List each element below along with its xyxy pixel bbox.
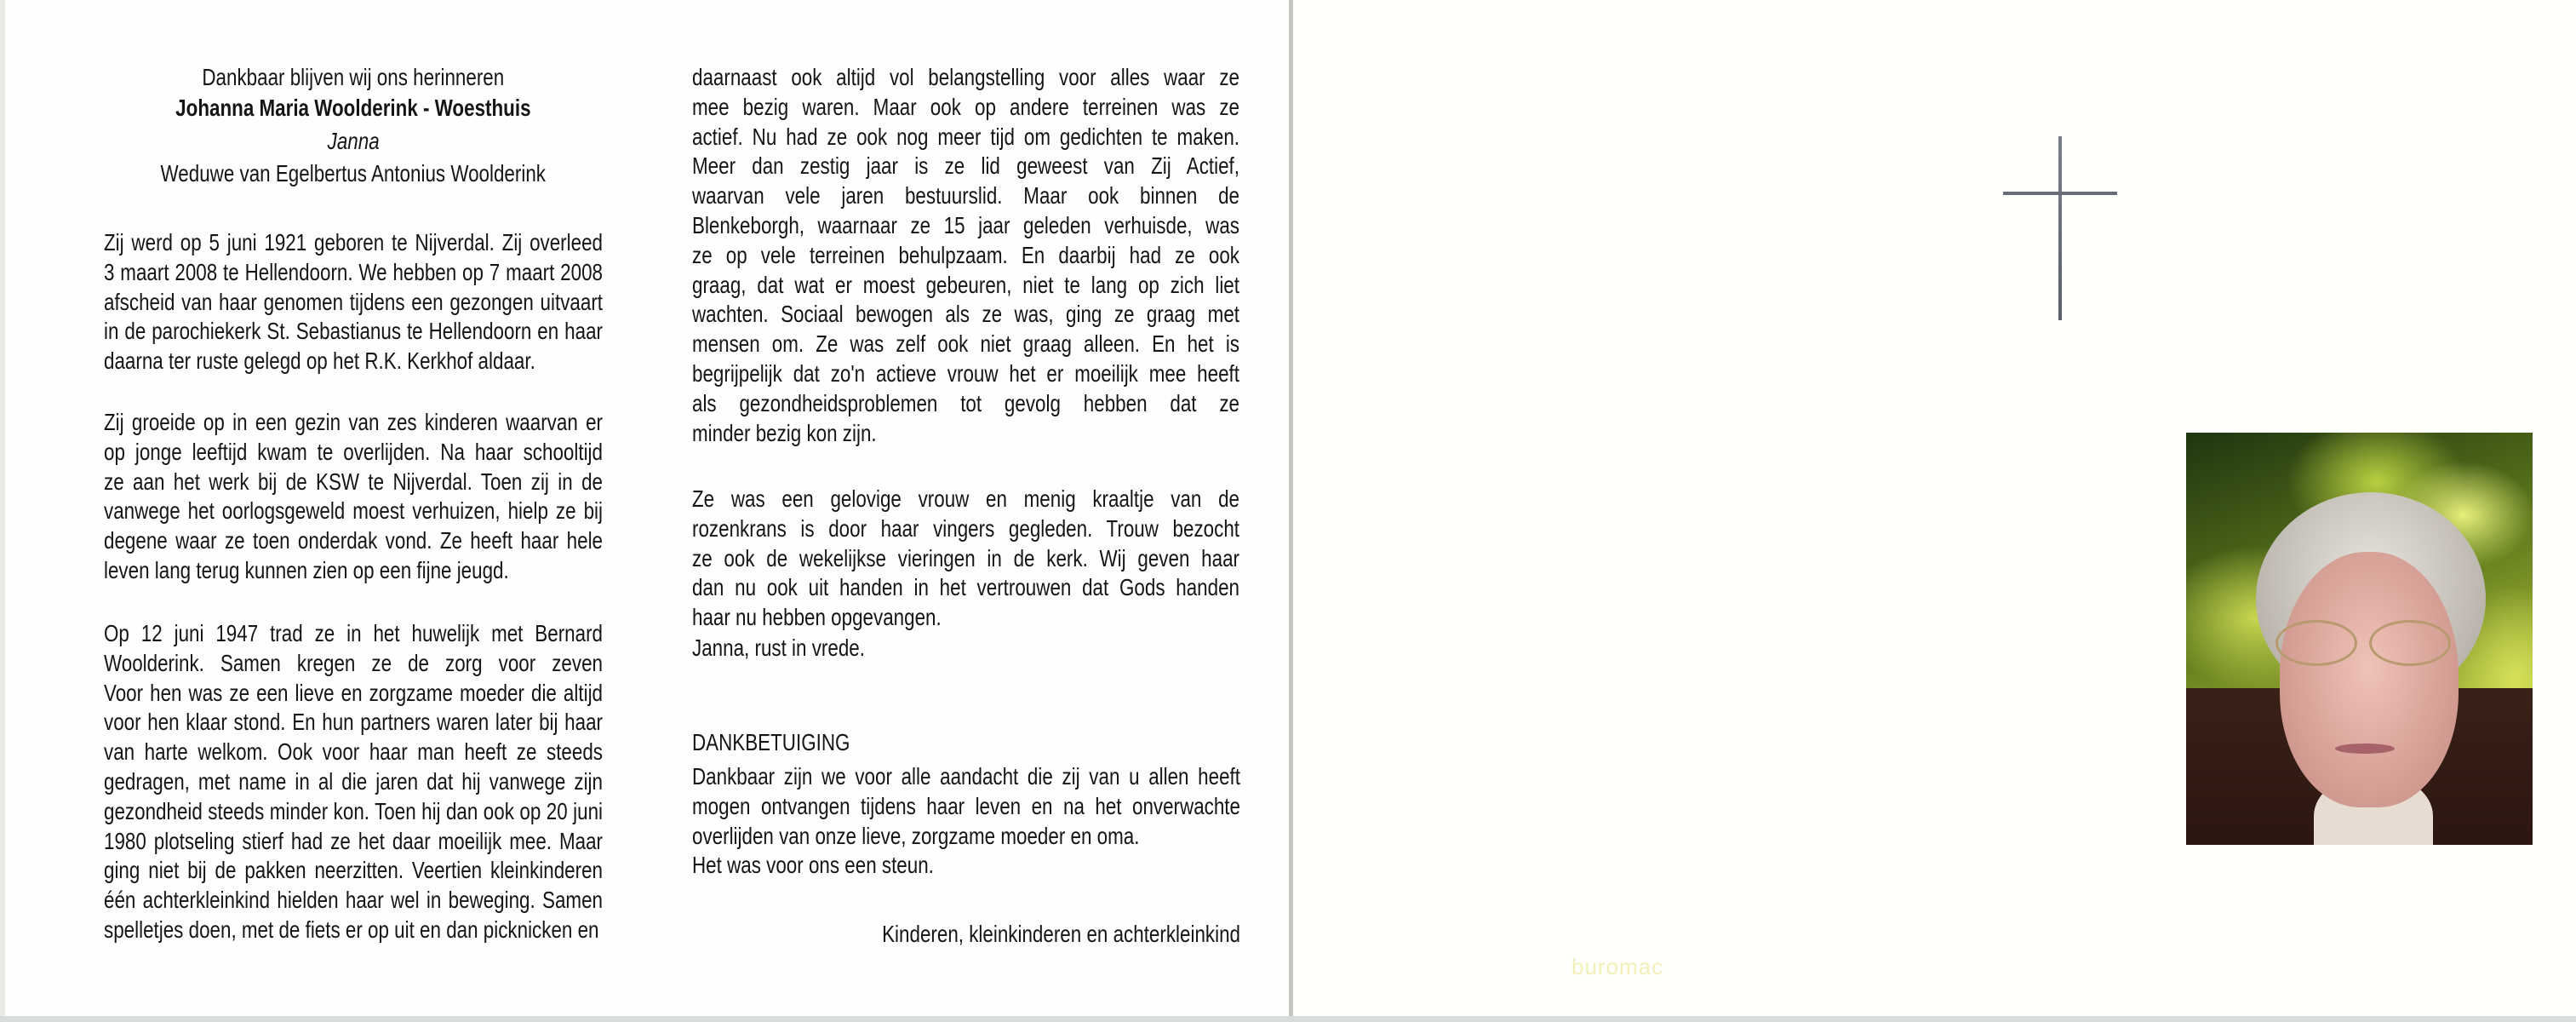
text-line: gedragen, met name in al die jaren dat hij vanwege zijn [104,767,603,795]
text-line: Voor hen was ze een lieve en zorgzame moeder die altijd [104,679,603,706]
text-line: Ze was een gelovige vrouw en menig kraaltje van de [692,485,1239,512]
text-line: Dankbaar zijn we voor alle aandacht die zij van u allen heeft [692,763,1240,789]
text-line: Janna, rust in vrede. [692,634,865,661]
thanks-heading [692,728,1240,758]
widow-line [104,158,603,189]
text-line: dan nu ook uit handen in het vertrouwen dat Gods handen [692,574,1239,601]
text-line: 1980 plotseling stierf had ze het daar moeilijk mee. Maar [104,827,603,854]
text-line: graag, dat wat er moest gebeuren, niet te lang op zich liet [692,271,1239,298]
text-line: spelletjes doen, met de fiets er op uit en dan picknicken en [104,916,599,943]
paragraph [104,619,603,945]
text-line: één achterkleinkind hielden haar wel in beweging. Samen [104,887,603,914]
text-line: 3 maart 2008 te Hellendoorn. We hebben op 7 maart 2008 [104,258,603,285]
printer-mark: buromac [1571,954,1664,979]
card-fold-divider [1289,0,1293,1022]
text-line: Meer dan zestig jaar is ze lid geweest van Zij Actief, [692,152,1239,180]
nickname [104,126,603,157]
widow-text: Weduwe van Egelbertus Antonius Woolderink [160,160,547,187]
text-line: leven lang terug kunnen zien op een fijne jeugd. [104,556,509,583]
text-line: Het was voor ons een steun. [692,852,934,879]
text-line: ging niet bij de pakken neerzitten. Veertien kleinkinderen [104,857,603,884]
paragraph [104,228,603,376]
text-line: ze aan het werk bij de KSW te Nijverdal. Toen zij in de [104,468,603,495]
deceased-name [104,93,603,123]
text-line: waarvan vele jaren bestuurslid. Maar ook binnen de [692,182,1239,210]
signature [692,920,1240,950]
text-line: haar nu hebben opgevangen. [692,604,942,631]
paragraph [692,485,1239,633]
nickname-text: Janna [327,128,380,154]
text-line: wachten. Sociaal bewogen als ze was, ging ze graag met [692,301,1239,328]
text-line: overlijden van onze lieve, zorgzame moeder en oma. [692,822,1140,849]
thanks-paragraph [692,762,1240,881]
paragraph [104,408,603,586]
intro-line [104,62,603,93]
text-line: Op 12 juni 1947 trad ze in het huwelijk met Bernard [104,620,603,646]
text-line: Zij werd op 5 juni 1921 geboren te Nijverdal. Zij overleed [104,229,603,256]
text-line: mee bezig waren. Maar ook op andere terreinen was ze [692,93,1239,120]
name-text: Johanna Maria Woolderink - Woesthuis [175,95,531,121]
portrait-photo [2186,433,2533,845]
photo-face [2280,552,2459,807]
paragraph [692,63,1239,448]
text-line: als gezondheidsproblemen tot gevolg hebben dat ze [692,389,1239,416]
text-line: degene waar ze toen onderdak vond. Ze heeft haar hele [104,527,603,554]
text-line: afscheid van haar genomen tijdens een gezongen uitvaart [104,288,603,315]
text-line: ze ook de wekelijkse vieringen in de kerk. Wij geven haar [692,544,1239,571]
text-line: vanwege het oorlogsgeweld moest verhuizen, hielp ze bij [104,497,603,525]
text-line: daarna ter ruste gelegd op het R.K. Kerkhof aldaar. [104,347,535,375]
text-line: voor hen klaar stond. En hun partners waren later bij haar [104,709,603,736]
scan-bottom-edge [0,1016,2576,1022]
thanks-heading-text: DANKBETUIGING [692,729,850,755]
text-line: op jonge leeftijd kwam te overlijden. Na haar schooltijd [104,438,603,465]
signature-text: Kinderen, kleinkinderen en achterkleinkind [882,921,1240,947]
text-line: van harte welkom. Ook voor haar man heeft ze steeds [104,738,603,766]
cross-icon-bar [2003,192,2117,195]
paragraph [692,634,1239,663]
text-line: daarnaast ook altijd vol belangstelling voor alles waar ze [692,64,1239,90]
glasses-right [2369,620,2451,666]
glasses-left [2275,620,2357,666]
text-line: gezondheid steeds minder kon. Toen hij dan ook op 20 juni [104,797,603,824]
text-line: rozenkrans is door haar vingers gegleden. Trouw bezocht [692,514,1239,542]
text-line: ze op vele terreinen behulpzaam. En daarbij had ze ook [692,241,1239,268]
text-line: mogen ontvangen tijdens haar leven en na het onverwachte [692,792,1240,819]
text-line: begrijpelijk dat zo'n actieve vrouw het er moeilijk mee heeft [692,359,1239,387]
text-line: Zij groeide op in een gezin van zes kinderen waarvan er [104,409,603,435]
text-line: Blenkeborgh, waarnaar ze 15 jaar geleden verhuisde, was [692,211,1239,238]
text-line: in de parochiekerk St. Sebastianus te Hellendoorn en haar [104,318,603,345]
photo-mouth [2335,744,2395,754]
text-line: mensen om. Ze was zelf ook niet graag alleen. En het is [692,330,1239,358]
text-line: minder bezig kon zijn. [692,419,877,446]
text-line: Woolderink. Samen kregen ze de zorg voor zeven [104,649,603,676]
card-edge [0,0,5,1022]
text-line: actief. Nu had ze ook nog meer tijd om gedichten te maken. [692,123,1239,150]
cross-icon [2058,136,2062,320]
intro-text: Dankbaar blijven wij ons herinneren [202,64,505,90]
